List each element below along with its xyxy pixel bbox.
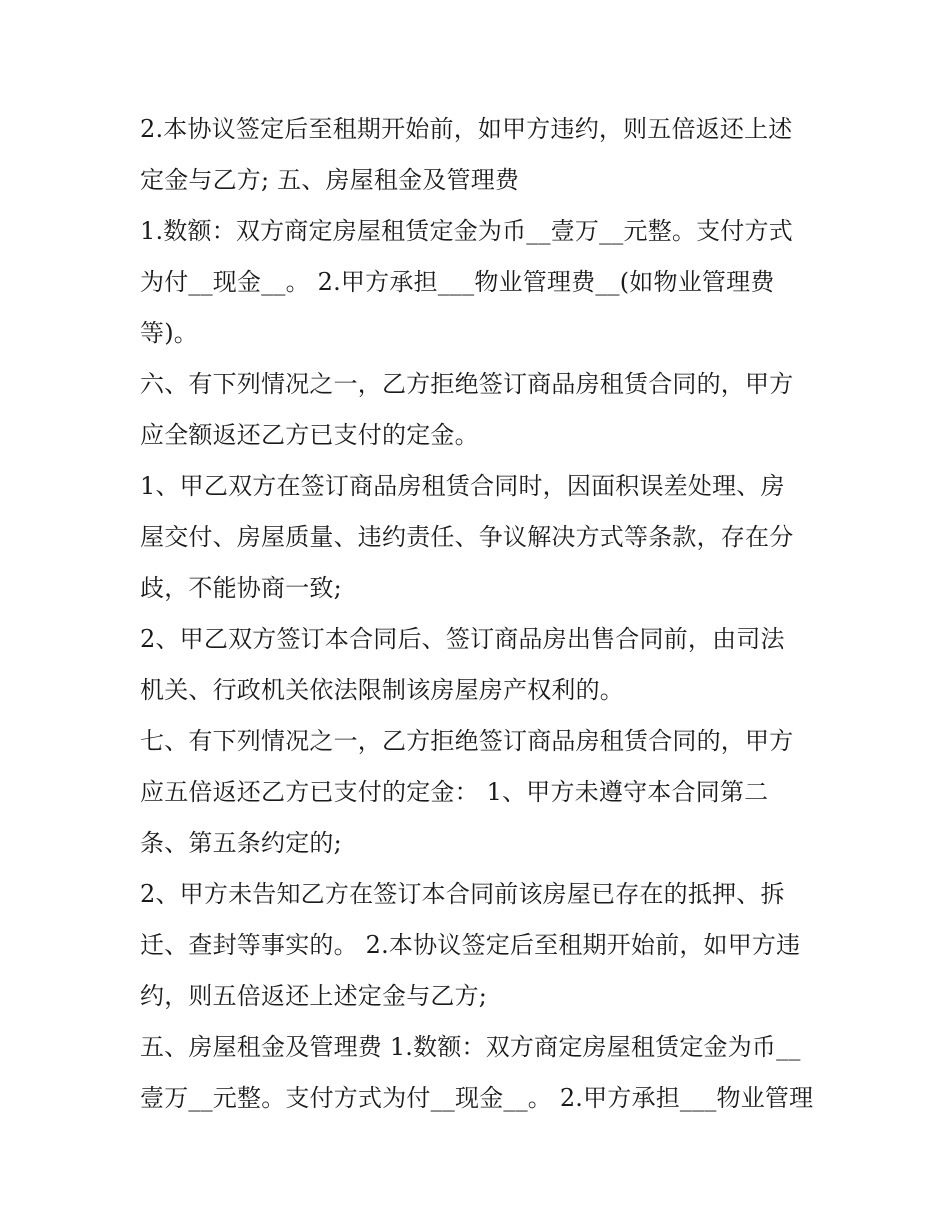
text-line: 七、有下列情况之一，乙方拒绝签订商品房租赁合同的，甲方 bbox=[140, 727, 794, 755]
document-body bbox=[140, 104, 820, 1124]
text-line: 六、有下列情况之一，乙方拒绝签订商品房租赁合同的，甲方 bbox=[140, 370, 794, 398]
text-line: 屋交付、房屋质量、违约责任、争议解决方式等条款，存在分 bbox=[140, 523, 794, 551]
text-line: 歧，不能协商一致; bbox=[140, 574, 342, 602]
text-line: 应五倍返还乙方已支付的定金： 1、甲方未遵守本合同第二 bbox=[140, 778, 769, 806]
text-line: 五、房屋租金及管理费 1.数额：双方商定房屋租赁定金为币__ bbox=[140, 1033, 801, 1061]
text-line: 1、甲乙双方在签订商品房租赁合同时，因面积误差处理、房 bbox=[140, 472, 785, 500]
text-line: 条、第五条约定的; bbox=[140, 829, 342, 857]
text-line: 等)。 bbox=[140, 319, 198, 347]
text-line: 迁、查封等事实的。 2.本协议签定后至租期开始前，如甲方违 bbox=[140, 931, 801, 959]
text-line: 应全额返还乙方已支付的定金。 bbox=[140, 421, 479, 449]
text-line: 2、甲方未告知乙方在签订本合同前该房屋已存在的抵押、拆 bbox=[140, 880, 785, 908]
text-line: 1.数额：双方商定房屋租赁定金为币__壹万__元整。支付方式 bbox=[140, 217, 793, 245]
text-line: 为付__现金__。 2.甲方承担___物业管理费__(如物业管理费 bbox=[140, 268, 775, 296]
text-line: 约，则五倍返还上述定金与乙方; bbox=[140, 982, 488, 1010]
text-line: 机关、行政机关依法限制该房屋房产权利的。 bbox=[140, 676, 624, 704]
text-line: 2.本协议签定后至租期开始前，如甲方违约，则五倍返还上述 bbox=[140, 115, 793, 143]
text-line: 壹万__元整。支付方式为付__现金__。 2.甲方承担___物业管理 bbox=[140, 1084, 814, 1112]
text-line: 2、甲乙双方签订本合同后、签订商品房出售合同前，由司法 bbox=[140, 625, 785, 653]
text-line: 定金与乙方; 五、房屋租金及管理费 bbox=[140, 166, 520, 194]
